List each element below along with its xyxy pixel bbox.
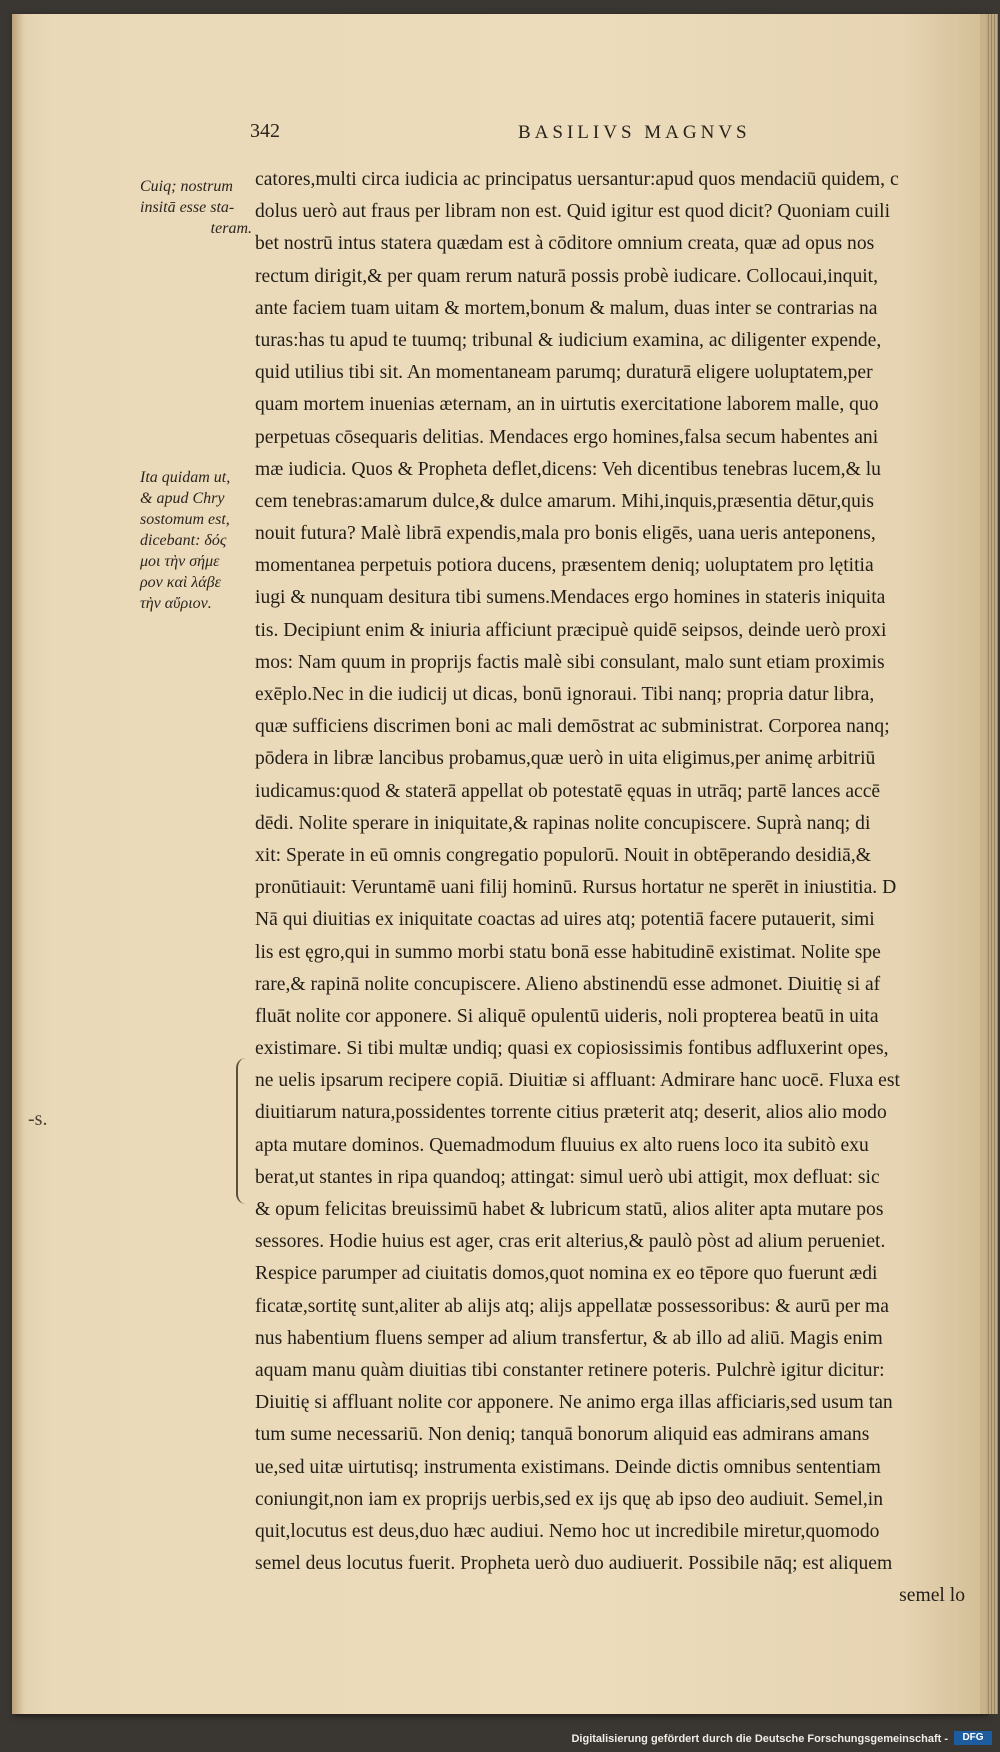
marginal-note-line: ρον καὶ λάβε (140, 574, 221, 591)
text-line: pōdera in libræ lancibus probamus,quæ uerò in uita eligimus,per animę arbitriū (255, 748, 876, 770)
marginal-note-1 (140, 176, 252, 239)
page-gutter (12, 14, 22, 1714)
text-line: fluāt nolite cor apponere. Si aliquē opulentū uideris, noli propterea beatū in uita (255, 1005, 879, 1027)
text-line: ante faciem tuam uitam & mortem,bonum & malum, duas inter se contrarias na (255, 297, 878, 319)
text-line: ue,sed uitæ uirtutisq; instrumenta existimans. Deinde dictis omnibus sententiam (255, 1456, 881, 1478)
text-line: pronūtiauit: Veruntamē uani filij hominū. Rursus hortatur ne sperēt in iniustitia. D (255, 877, 897, 899)
text-line: berat,ut stantes in ripa quandoq; attingat: simul uerò ubi attigit, mox defluat: sic (255, 1166, 880, 1188)
marginal-note-line: Cuiq; nostrum (140, 178, 233, 195)
text-line: quid utilius tibi sit. An momentaneam parumq; duraturā eligere uoluptatem,per (255, 362, 873, 384)
text-line: coniungit,non iam ex proprijs uerbis,sed ex ijs quę ab ipso deo audiuit. Semel,in (255, 1488, 883, 1510)
marginal-note-line: sostomum est, (140, 511, 230, 528)
text-line: xit: Sperate in eū omnis congregatio populorū. Nouit in obtēperando desidiā,& (255, 844, 871, 866)
text-line: tum sume necessariū. Non deniq; tanquā bonorum aliquid eas admirans amans (255, 1424, 870, 1446)
marginal-note-line: teram. (210, 220, 252, 237)
marginal-note-line: dicebant: δός (140, 532, 227, 549)
text-line: nouit futura? Malè librā expendis,mala pro bonis eligēs, uana ueris anteponens, (255, 523, 876, 545)
running-title: BASILIVS MAGNVS (518, 122, 751, 143)
digitization-credit: Digitalisierung gefördert durch die Deutsche Forschungsgemeinschaft - (571, 1733, 948, 1745)
marginal-note-line: insitā esse sta- (140, 199, 235, 216)
text-line: semel deus locutus fuerit. Propheta uerò duo audiuerit. Possibile nāq; est aliquem (255, 1553, 893, 1575)
marginal-note-line: & apud Chry (140, 490, 225, 507)
text-line: exēplo.Nec in die iudicij ut dicas, bonū ignoraui. Tibi nanq; propria datur libra, (255, 684, 875, 705)
text-line: momentanea perpetuis potiora ducens, præsentem deniq; uoluptatem pro lętitia (255, 555, 874, 577)
text-line: iugi & nunquam desitura tibi sumens.Mendaces ergo homines in stateris iniquita (255, 587, 886, 609)
text-line: ficatæ,sortitę sunt,aliter ab alijs atq; alijs appellatæ possessoribus: & aurū per ma (255, 1295, 889, 1317)
text-line: aquam manu quàm diuitias tibi constanter retinere poteris. Pulchrè igitur dicitur: (255, 1359, 885, 1381)
text-line: ne uelis ipsarum recipere copiā. Diuitiæ si affluant: Admirare hanc uocē. Fluxa est (255, 1070, 900, 1092)
text-line: sessores. Hodie huius est ager, cras erit alterius,& paulò pòst ad alium perueniet. (255, 1231, 886, 1253)
marginal-note-line: μοι τὴν σήμε (140, 553, 220, 570)
text-line: bet nostrū intus statera quædam est à cōditore omnium creata, quæ ad opus nos (255, 233, 875, 255)
text-line: Respice parumper ad ciuitatis domos,quot nomina ex eo tēpore quo fuerunt ædi (255, 1263, 878, 1285)
text-line: rectum dirigit,& per quam rerum naturā possis probè iudicare. Collocaui,inquit, (255, 265, 879, 287)
text-line: mos: Nam quum in proprijs factis malè sibi consulant, malo sunt etiam proximis (255, 651, 885, 673)
text-line: tis. Decipiunt enim & iniuria afficiunt præcipuè quidē seipsos, deinde uerò proxi (255, 619, 887, 641)
handwritten-margin-mark: -s. (28, 1108, 48, 1130)
text-line: quit,locutus est deus,duo hæc audiui. Nemo hoc ut incredibile miretur,quomodo (255, 1520, 880, 1542)
text-line: iudicamus:quod & staterā appellat ob potestatē ęquas in utrāq; partē lances accē (255, 780, 881, 802)
text-line: quæ sufficiens discrimen boni ac mali demōstrat ac subministrat. Corporea nanq; (255, 716, 890, 738)
text-line: Diuitię si affluant nolite cor apponere. Ne animo erga illas afficiaris,sed usum tan (255, 1392, 893, 1414)
text-line: dolus uerò aut fraus per libram non est. Quid igitur est quod dicit? Quoniam cuili (255, 201, 891, 223)
text-line: existimare. Si tibi multæ undiq; quasi ex copiosissimis fontibus adfluxerint opes, (255, 1038, 889, 1060)
text-line: Nā qui diuitias ex iniquitate coactas ad uires atq; potentiā facere putauerit, simi (255, 909, 875, 931)
text-line: semel lo (899, 1585, 965, 1607)
text-line: catores,multi circa iudicia ac principatus uersantur:apud quos mendaciū quidem, c (255, 169, 899, 190)
text-line: lis est ęgro,qui in summo morbi statu bonā esse habitudinē existimat. Nolite spe (255, 941, 881, 963)
running-head (250, 120, 950, 146)
text-line: perpetuas cōsequaris delitias. Mendaces ergo homines,falsa secum habentes ani (255, 426, 879, 448)
body-text (255, 164, 985, 1612)
marginal-note-2 (140, 467, 252, 614)
text-line: dēdi. Nolite sperare in iniquitate,& rapinas nolite concupiscere. Suprà nanq; di (255, 812, 871, 834)
marginal-note-line: τὴν αὔριον. (140, 595, 212, 612)
marginal-note-line: Ita quidam ut, (140, 469, 231, 486)
text-line: mæ iudicia. Quos & Propheta deflet,dicens: Veh dicentibus tenebras lucem,& lu (255, 458, 881, 480)
text-line: diuitiarum natura,possidentes torrente citius præterit atq; deserit, alios alio modo (255, 1102, 887, 1124)
page-number: 342 (250, 120, 280, 142)
dfg-logo: DFG (954, 1731, 992, 1745)
text-line: rare,& rapinā nolite concupiscere. Alieno abstinendū esse admonet. Diuitię si af (255, 973, 881, 995)
text-line: turas:has tu apud te tuumq; tribunal & iudicium examina, ac diligenter expende, (255, 329, 882, 351)
text-line: nus habentium fluens semper ad alium transfertur, & ab illo ad aliū. Magis enim (255, 1327, 883, 1349)
text-line: apta mutare dominos. Quemadmodum fluuius ex alto ruens loco ita subitò exu (255, 1134, 869, 1156)
text-line: & opum felicitas breuissimū habet & lubricum statū, alios aliter apta mutare pos (255, 1199, 884, 1220)
text-line: cem tenebras:amarum dulce,& dulce amarum. Mihi,inquis,præsentia dētur,quis (255, 490, 874, 512)
text-line: quam mortem inuenias æternam, an in uirtutis exercitatione laborem malle, quo (255, 394, 879, 416)
handwritten-brace (236, 1058, 252, 1204)
page-edges-stack (986, 14, 998, 1714)
